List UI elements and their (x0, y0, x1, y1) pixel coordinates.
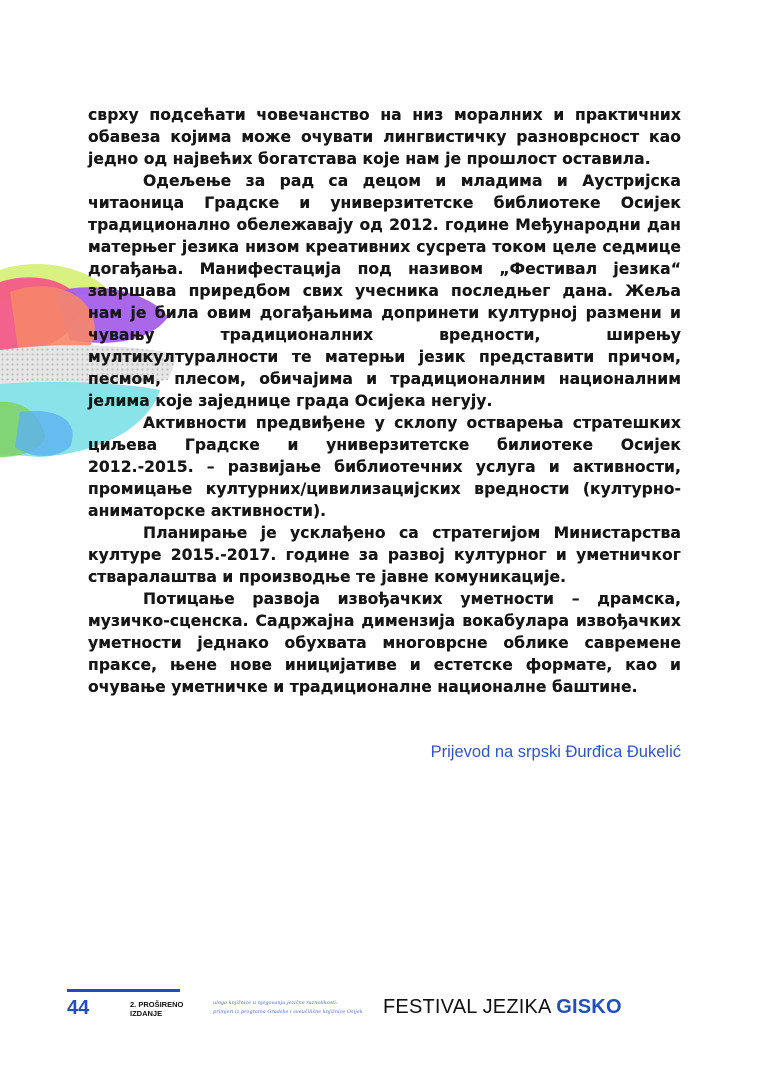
translator-credit: Prijevod na srpski Đurđica Đukelić (430, 743, 681, 761)
tagline-line-1: uloga knjižnice u njegovanju jezične raznolikosti: (213, 1000, 338, 1006)
body-text (88, 104, 681, 698)
edition-line-2: IZDANJE (130, 1009, 163, 1018)
paragraph-5: Потицање развоја извођачких уметности – драмска, музичко-сценска. Садржајна димензија вокабулара извођачких уметности једнако обухвата многоврсне облике савремене праксе, њене нове иницијативе и естетске формате, као и очување уметничке и традиционалне националне баштине. (88, 590, 681, 696)
footer-divider (67, 989, 180, 992)
festival-title-accent: GISKO (556, 996, 622, 1018)
festival-title-text: FESTIVAL JEZIKA (383, 996, 557, 1018)
edition-label (130, 1000, 183, 1018)
footer-tagline (213, 999, 363, 1017)
edition-line-1: 2. PROŠIRENO (130, 1000, 184, 1009)
tagline-line-2: primjeri iz programa Gradske i sveučilišne knjižnice Osijek (213, 1009, 363, 1015)
paragraph-4: Планирање је усклађено са стратегијом Министарства културе 2015.-2017. године за развој културног и уметничког стваралаштва и производње те јавне комуникације. (88, 524, 681, 586)
paragraph-1: сврху подсећати човечанство на низ моралних и практичних обавеза којима може очувати лингвистичку разноврсност као једно од највећих богатстава које нам је прошлост оставила. (88, 106, 681, 168)
page-number: 44 (67, 997, 90, 1019)
festival-title (383, 996, 622, 1019)
paragraph-2: Одељење за рад са децом и младима и Аустријска читаоница Градске и универзитетске библиотеке Осијек традиционално обележавају од 2012. године Међународни дан матерњег језика низом креативних сусрета током целе седмице догађања. Манифестација под називом „Фестивал језика“ завршава приредбом свих учесника последњег дана. Жеља нам је била овим догађањима допринети културној размени и чувању традиционалних вредности, ширењу мултикултуралности те матерњи језик представити причом, песмом, плесом, обичајима и традиционалним националним јелима које заједнице града Осијека негују. (88, 172, 681, 410)
paragraph-3: Активности предвиђене у склопу остварења стратешких циљева Градске и универзитетске билиотеке Осијек 2012.-2015. – развијање библиотечних услуга и активности, промицање културних/цивилизацијских вредности (културно-аниматорске активности). (88, 414, 681, 520)
